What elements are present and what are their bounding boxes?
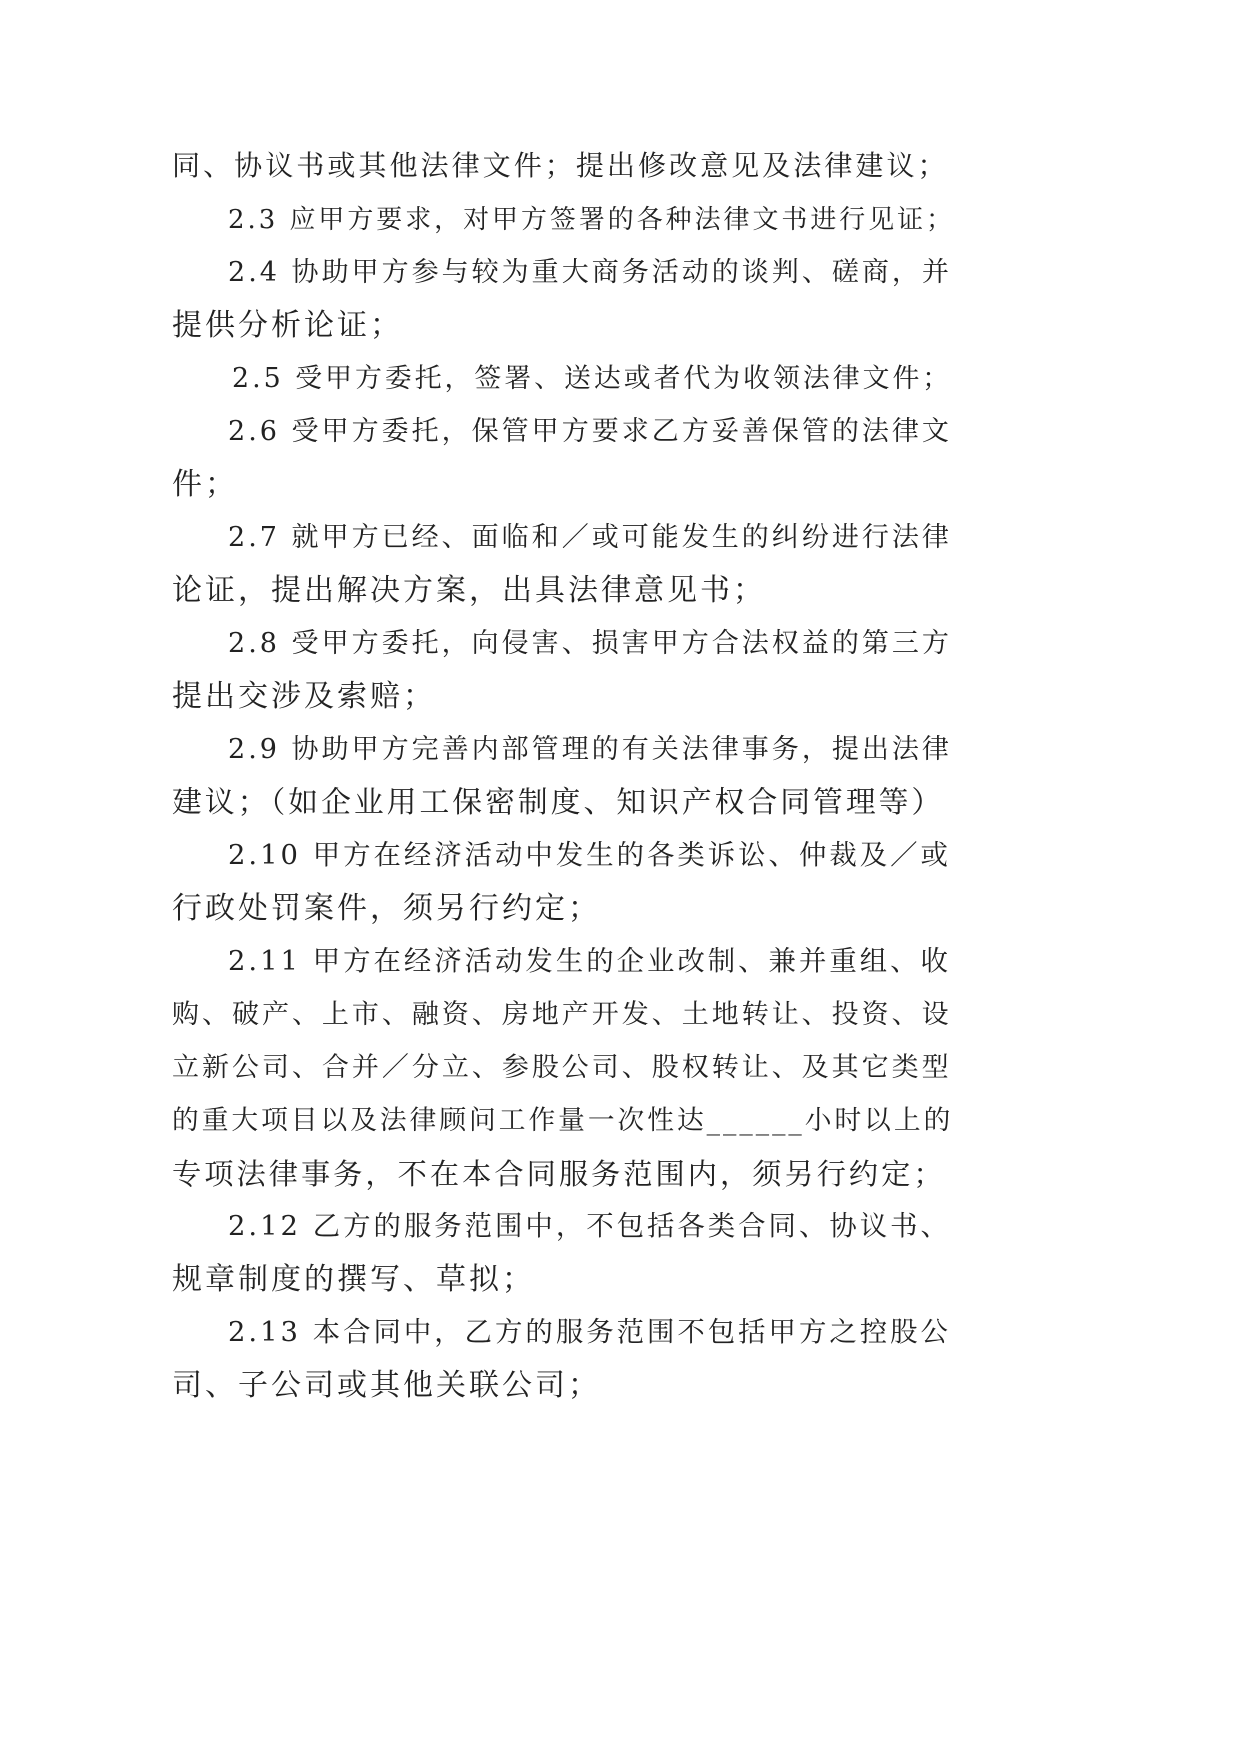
text-line: 2.7 就甲方已经、面临和／或可能发生的纠纷进行法律 [228,522,952,553]
text-line: 2.3 应甲方要求，对甲方签署的各种法律文书进行见证； [228,205,956,235]
text-line: 2.6 受甲方委托，保管甲方要求乙方妥善保管的法律文 [228,416,952,447]
text-line: 2.12 乙方的服务范围中，不包括各类合同、协议书、 [228,1211,951,1242]
text-line: 2.5 受甲方委托，签署、送达或者代为收领法律文件； [232,363,953,394]
text-line: 2.11 甲方在经济活动发生的企业改制、兼并重组、收 [228,946,951,977]
text-line: 2.9 协助甲方完善内部管理的有关法律事务，提出法律 [228,734,952,765]
text-line: 司、子公司或其他关联公司； [172,1368,601,1403]
text-line: 2.8 受甲方委托，向侵害、损害甲方合法权益的第三方 [228,628,952,659]
text-line: 同、协议书或其他法律文件；提出修改意见及法律建议； [172,149,949,182]
text-line: 行政处罚案件，须另行约定； [172,891,601,926]
text-line: 提出交涉及索赔； [172,679,436,714]
text-line: 提供分析论证； [172,308,403,343]
text-line: 专项法律事务，不在本合同服务范围内，须另行约定； [172,1157,946,1191]
text-line: 2.13 本合同中，乙方的服务范围不包括甲方之控股公 [228,1317,951,1348]
text-line: 论证，提出解决方案，出具法律意见书； [172,573,766,608]
text-line: 立新公司、合并／分立、参股公司、股权转让、及其它类型 [172,1052,952,1083]
text-line: 购、破产、上市、融资、房地产开发、土地转让、投资、设 [172,999,952,1030]
text-line: 2.10 甲方在经济活动中发生的各类诉讼、仲裁及／或 [228,840,951,871]
text-line: 2.4 协助甲方参与较为重大商务活动的谈判、磋商，并 [228,257,952,288]
text-line: 建议；（如企业用工保密制度、知识产权合同管理等） [172,785,945,820]
text-line: 的重大项目以及法律顾问工作量一次性达______小时以上的 [172,1105,954,1136]
text-line: 件； [172,467,238,502]
text-line: 规章制度的撰写、草拟； [172,1262,535,1297]
